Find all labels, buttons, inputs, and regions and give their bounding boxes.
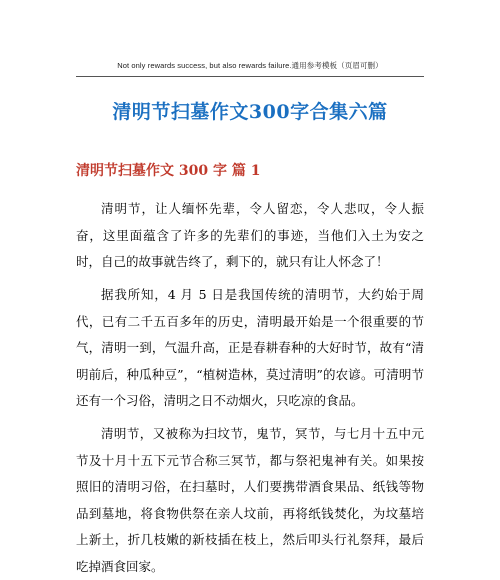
header-divider xyxy=(76,76,424,77)
body-paragraph-3: 清明节，又被称为扫坟节，鬼节，冥节，与七月十五中元节及十月十五下元节合称三冥节，都与祭祀鬼神有关。如果按照旧的清明习俗，在扫墓时，人们要携带酒食果品、纸钱等物品到墓地，将食物供祭在亲人坟前，再将纸钱焚化，为坟墓培上新土，折几枝嫩的新枝插在枝上，然后叩头行礼祭拜，最后吃掉酒食回家。 xyxy=(76,426,424,574)
section-heading: 清明节扫墓作文 300 字 篇 1 xyxy=(76,163,261,179)
body-paragraph-1: 清明节，让人缅怀先辈，令人留恋，令人悲叹，令人振奋，这里面蕴含了许多的先辈们的事迹，当他们入土为安之时，自己的故事就告终了，剩下的，就只有让人怀念了！ xyxy=(76,201,424,269)
body-paragraph-2: 据我所知，4 月 5 日是我国传统的清明节，大约始于周代，已有二千五百多年的历史，清明最开始是一个很重要的节气，清明一到，气温升高，正是春耕春种的大好时节，故有“清明前后，种瓜种豆”，“植树造林，莫过清明”的农谚。可清明节还有一个习俗，清明之日不动烟火，只吃凉的食品。 xyxy=(76,287,424,408)
document-title: 清明节扫墓作文300字合集六篇 xyxy=(112,101,388,123)
page-header-tagline: Not only rewards success, but also rewards failure.通用参考模板（页眉可删） xyxy=(117,61,383,70)
